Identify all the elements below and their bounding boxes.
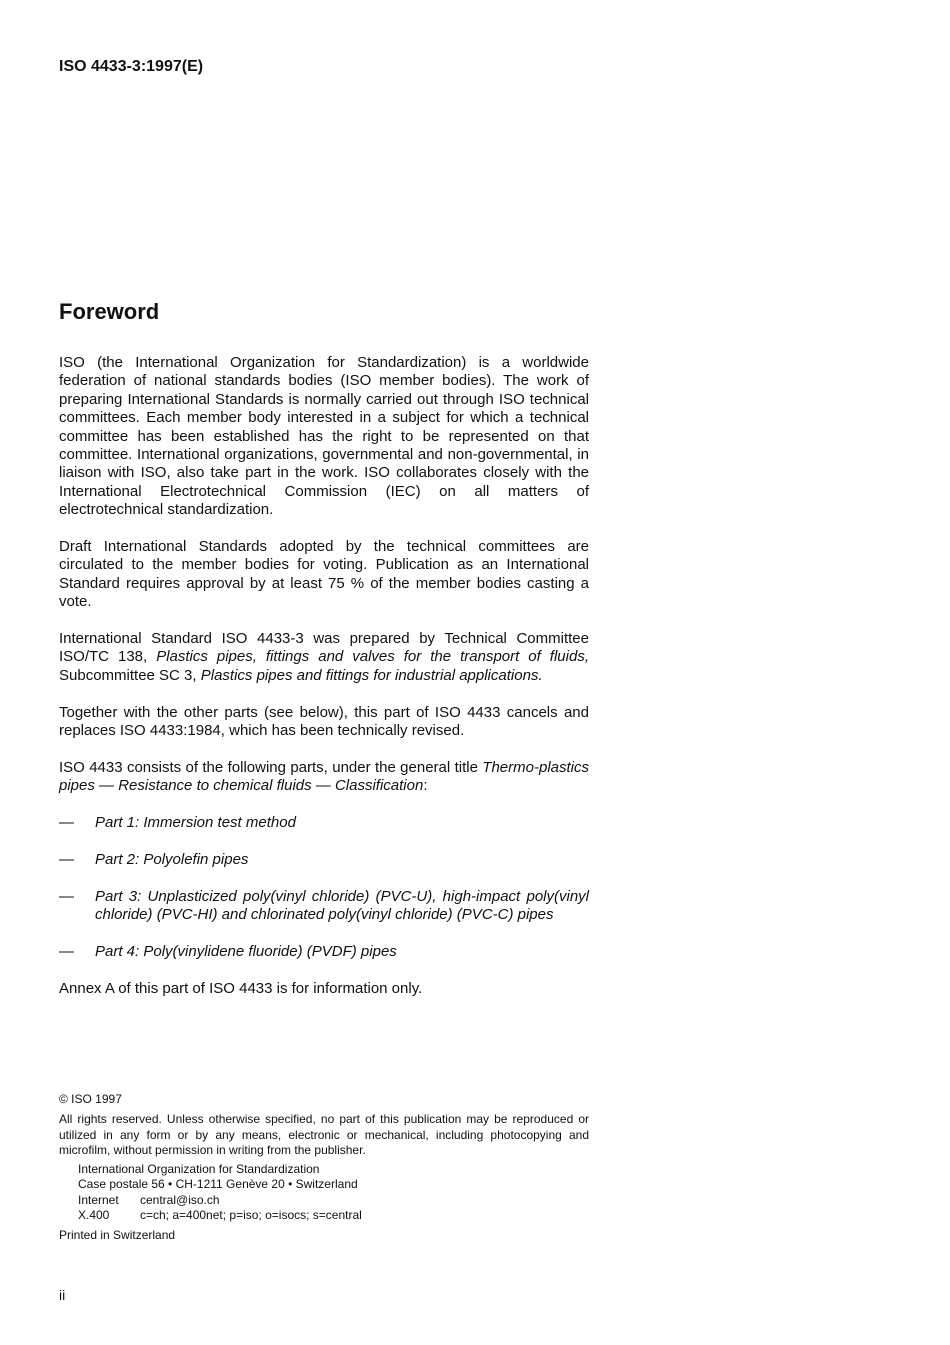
foreword-paragraph-committee: [59, 630, 589, 685]
committee-title: Plastics pipes, fittings and valves for the transport of fluids,: [156, 648, 589, 666]
part-list-item: [59, 943, 589, 961]
internet-label: Internet: [78, 1192, 119, 1207]
foreword-section: [59, 297, 589, 1016]
part-4-title: Part 4: Poly(vinylidene fluoride) (PVDF) pipes: [95, 942, 397, 960]
foreword-paragraph-replaces: Together with the other parts (see below), this part of ISO 4433 cancels and replaces ISO 4433:1984, which has been technically revised.: [59, 703, 589, 740]
publisher-address: [59, 1162, 589, 1223]
dash-bullet: —: [59, 814, 74, 832]
dash-bullet: —: [59, 850, 74, 868]
document-identifier: ISO 4433-3:1997(E): [59, 58, 204, 75]
foreword-paragraph-iso: ISO (the International Organization for Standardization) is a worldwide federation of national standards bodies (ISO member bodies). The work of preparing International Standards is normally carried out through ISO technical committees. Each member body interested in a subject for which a technical committee has been established has the right to be represented on that committee. International organizations, governmental and non-governmental, in liaison with ISO, also take part in the work. ISO collaborates closely with the International Electrotechnical Commission (IEC) on all matters of electrotechnical standardization.: [59, 354, 589, 519]
dash-bullet: —: [59, 887, 74, 905]
copyright-notice: [59, 1092, 589, 1244]
part-3-title: Part 3: Unplasticized poly(vinyl chloride) (PVC-U), high-impact poly(vinyl chloride) (PVC-HI) and chlorinated poly(vinyl chloride) (PVC-C) pipes: [95, 887, 589, 924]
foreword-heading: Foreword: [59, 299, 160, 324]
general-title: Thermo-plastics pipes — Resistance to chemical fluids — Classification: [59, 758, 589, 795]
parts-intro-colon: :: [423, 777, 428, 795]
x400-label: X.400: [78, 1208, 110, 1223]
internet-address: central@iso.ch: [140, 1192, 220, 1207]
copyright-line: © ISO 1997: [59, 1092, 122, 1106]
dash-bullet: —: [59, 942, 74, 960]
annex-note: Annex A of this part of ISO 4433 is for information only.: [59, 979, 423, 997]
organization-name: International Organization for Standardization: [78, 1162, 320, 1177]
foreword-paragraph-parts-intro: [59, 759, 589, 796]
subcommittee-title: Plastics pipes and fittings for industrial applications.: [200, 666, 543, 684]
part-list-item: [59, 814, 589, 832]
part-1-title: Part 1: Immersion test method: [95, 814, 296, 832]
postal-address: Case postale 56 • CH-1211 Genève 20 • Switzerland: [78, 1177, 358, 1192]
committee-text-2: Subcommittee SC 3,: [59, 666, 201, 684]
parts-intro-text: ISO 4433 consists of the following parts, under the general title: [59, 758, 483, 776]
part-list-item: [59, 888, 589, 925]
rights-statement: All rights reserved. Unless otherwise specified, no part of this publication may be reproduced or utilized in any form or by any means, electronic or mechanical, including photocopying and microfilm, without permission in writing from the publisher.: [59, 1112, 589, 1157]
x400-address: c=ch; a=400net; p=iso; o=isocs; s=central: [140, 1208, 362, 1223]
printed-in: Printed in Switzerland: [59, 1228, 176, 1243]
internet-row: [78, 1193, 589, 1208]
foreword-paragraph-drafts: Draft International Standards adopted by the technical committees are circulated to the member bodies for voting. Publication as an International Standard requires approval by at least 75 % of the member bodies casting a vote.: [59, 538, 589, 611]
x400-row: [78, 1208, 589, 1223]
part-2-title: Part 2: Polyolefin pipes: [95, 850, 249, 868]
part-list-item: [59, 851, 589, 869]
page-number: ii: [59, 1287, 66, 1303]
committee-text-1: International Standard ISO 4433-3 was prepared by Technical Committee ISO/TC 138,: [59, 630, 589, 666]
